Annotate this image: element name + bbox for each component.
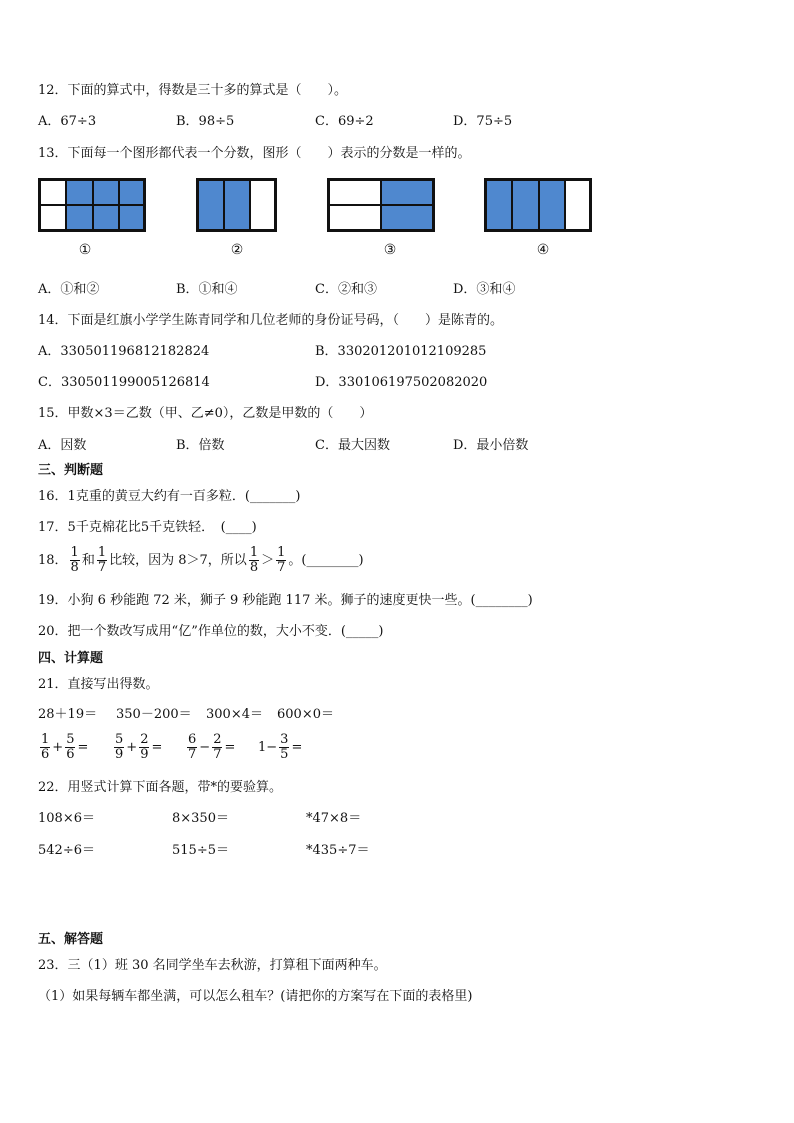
figure-label-1: ① xyxy=(78,242,92,258)
fraction xyxy=(187,733,197,762)
equals: = xyxy=(291,740,303,755)
denominator: 8 xyxy=(70,560,79,575)
operator: − xyxy=(199,740,211,755)
fraction xyxy=(139,733,149,762)
numerator: 5 xyxy=(66,732,75,747)
figure-label-4: ④ xyxy=(536,242,550,258)
q18-text xyxy=(38,546,364,575)
q18-mid1: 和 xyxy=(81,553,95,568)
q21-expr-2: 350－200＝ xyxy=(116,707,192,722)
section-heading-judgment: 三、判断题 xyxy=(38,463,104,478)
q15-option-c[interactable]: C．最大因数 xyxy=(315,438,390,453)
denominator: 6 xyxy=(66,747,75,762)
q21-frac-expr-1 xyxy=(38,733,88,762)
q23-sub1-text: （1）如果每辆车都坐满，可以怎么租车？(请把你的方案写在下面的表格里) xyxy=(38,989,473,1004)
q14-option-c[interactable]: C．330501199005126814 xyxy=(38,375,210,390)
q14-option-b[interactable]: B．330201201012109285 xyxy=(315,344,487,359)
q15-option-b[interactable]: B．倍数 xyxy=(176,438,225,453)
q13-option-d[interactable]: D．③和④ xyxy=(453,282,516,297)
denominator: 7 xyxy=(277,560,286,575)
q22-expr-5: 515÷5＝ xyxy=(172,843,229,858)
whole-minus: 1− xyxy=(258,740,278,755)
fraction-figure-1 xyxy=(38,178,146,232)
q13-option-b[interactable]: B．①和④ xyxy=(176,282,238,297)
q21-expr-3: 300×4＝ xyxy=(206,707,263,722)
q23-text: 23．三（1）班 30 名同学坐车去秋游，打算租下面两种车。 xyxy=(38,958,387,973)
q13-option-a[interactable]: A．①和② xyxy=(38,282,100,297)
q18-prefix: 18． xyxy=(38,553,68,568)
q12-option-c[interactable]: C．69÷2 xyxy=(315,114,374,129)
q22-expr-4: 542÷6＝ xyxy=(38,843,95,858)
fraction-1-7 xyxy=(97,546,107,575)
fraction xyxy=(114,733,124,762)
q22-expr-6: *435÷7＝ xyxy=(306,843,370,858)
q13-option-c[interactable]: C．②和③ xyxy=(315,282,377,297)
section-heading-calculation: 四、计算题 xyxy=(38,651,104,666)
q14-stem: 14．下面是红旗小学学生陈青同学和几位老师的身份证号码，（ ）是陈青的。 xyxy=(38,313,504,328)
q18-mid2: 比较，因为 8＞7，所以 xyxy=(109,553,247,568)
equals: = xyxy=(77,740,89,755)
denominator: 9 xyxy=(140,747,149,762)
numerator: 2 xyxy=(140,732,149,747)
denominator: 8 xyxy=(249,560,259,575)
q22-expr-2: 8×350＝ xyxy=(172,811,229,826)
fraction-figure-2 xyxy=(196,178,277,232)
q15-option-a[interactable]: A．因数 xyxy=(38,438,87,453)
greater-than-sign: ＞ xyxy=(261,553,275,568)
q20-text: 20．把一个数改写成用“亿”作单位的数，大小不变．(_____) xyxy=(38,624,384,639)
fraction xyxy=(212,733,222,762)
q15-stem: 15．甲数×3＝乙数（甲、乙≠0），乙数是甲数的（ ） xyxy=(38,406,373,421)
q22-stem: 22．用竖式计算下面各题，带*的要验算。 xyxy=(38,780,283,795)
q12-option-d[interactable]: D．75÷5 xyxy=(453,114,513,129)
operator: + xyxy=(52,740,64,755)
equals: = xyxy=(151,740,163,755)
fraction-1-8-b xyxy=(249,546,259,575)
section-heading-solution: 五、解答题 xyxy=(38,932,104,947)
numerator: 6 xyxy=(188,732,197,747)
denominator: 7 xyxy=(97,560,107,575)
q21-frac-expr-4 xyxy=(258,733,302,762)
q16-text: 16．1克重的黄豆大约有一百多粒．(_______) xyxy=(38,489,301,504)
denominator: 6 xyxy=(41,747,50,762)
q14-option-a[interactable]: A．330501196812182824 xyxy=(38,344,210,359)
numerator: 1 xyxy=(97,545,107,560)
figure-label-2: ② xyxy=(230,242,244,258)
q12-option-b[interactable]: B．98÷5 xyxy=(176,114,235,129)
fraction-figure-3 xyxy=(327,178,435,232)
fraction xyxy=(65,733,75,762)
q17-text: 17．5千克棉花比5千克铁轻． (____) xyxy=(38,520,257,535)
q14-option-d[interactable]: D．330106197502082020 xyxy=(315,375,488,390)
figure-label-3: ③ xyxy=(383,242,397,258)
q18-suffix: 。(________) xyxy=(288,553,364,568)
q12-stem: 12．下面的算式中，得数是三十多的算式是（ ）。 xyxy=(38,83,348,98)
q22-expr-3: *47×8＝ xyxy=(306,811,362,826)
fraction-figure-4 xyxy=(484,178,592,232)
q21-frac-expr-2 xyxy=(112,733,162,762)
equals: = xyxy=(224,740,236,755)
q21-expr-4: 600×0＝ xyxy=(277,707,334,722)
denominator: 9 xyxy=(115,747,124,762)
numerator: 2 xyxy=(213,732,222,747)
operator: + xyxy=(126,740,138,755)
numerator: 1 xyxy=(41,732,50,747)
numerator: 1 xyxy=(277,545,286,560)
fraction xyxy=(279,733,289,762)
q21-expr-1: 28＋19＝ xyxy=(38,707,98,722)
numerator: 5 xyxy=(115,732,124,747)
q12-option-a[interactable]: A．67÷3 xyxy=(38,114,97,129)
denominator: 7 xyxy=(213,747,222,762)
numerator: 1 xyxy=(70,545,79,560)
q15-option-d[interactable]: D．最小倍数 xyxy=(453,438,529,453)
q19-text: 19．小狗 6 秒能跑 72 米，狮子 9 秒能跑 117 米。狮子的速度更快一些。(________) xyxy=(38,593,533,608)
numerator: 1 xyxy=(249,545,259,560)
q22-expr-1: 108×6＝ xyxy=(38,811,95,826)
numerator: 3 xyxy=(280,732,289,747)
fraction xyxy=(40,733,50,762)
q21-stem: 21．直接写出得数。 xyxy=(38,677,159,692)
denominator: 7 xyxy=(188,747,197,762)
fraction-1-8 xyxy=(70,546,80,575)
q21-frac-expr-3 xyxy=(185,733,235,762)
q13-stem: 13．下面每一个图形都代表一个分数，图形（ ）表示的分数是一样的。 xyxy=(38,146,471,161)
denominator: 5 xyxy=(280,747,289,762)
fraction-1-7-b xyxy=(276,546,286,575)
